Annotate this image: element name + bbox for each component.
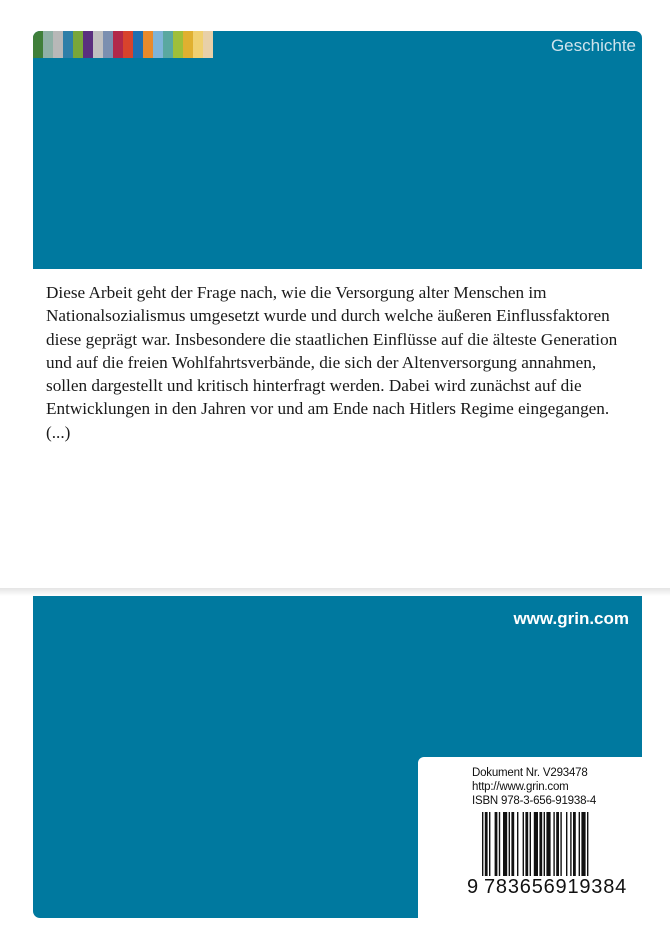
website-label: www.grin.com xyxy=(513,609,629,628)
barcode-bar xyxy=(570,812,571,878)
barcode-bar xyxy=(566,812,567,878)
barcode-bar xyxy=(509,812,510,878)
color-stripe xyxy=(173,31,183,58)
color-stripe xyxy=(143,31,153,58)
color-stripe xyxy=(83,31,93,58)
color-stripe xyxy=(93,31,103,58)
barcode-bar xyxy=(556,812,559,878)
color-stripe xyxy=(163,31,173,58)
color-stripe xyxy=(103,31,113,58)
description-text: Diese Arbeit geht der Frage nach, wie die Versorgung alter Menschen im Nationalsozialismus umgesetzt wurde und durch welche äußeren Einflussfaktoren diese geprägt war. Insbesondere die staatlichen Einflüsse auf die älteste Generation und auf die freien Wohlfahrtsverbände, die sich der Altenversorgung annahmen, sollen dargestellt und kritisch hinterfragt werden. Dabei wird zunächst auf die Entwicklungen in den Jahren vor und am Ende nach Hitlers Regime eingegangen. (...) xyxy=(46,283,618,442)
color-stripe xyxy=(53,31,63,58)
info-box xyxy=(418,757,642,918)
category-label: Geschichte xyxy=(550,36,636,55)
barcode-bar xyxy=(523,812,524,878)
color-stripe xyxy=(153,31,163,58)
color-stripe xyxy=(113,31,123,58)
barcode-bar xyxy=(544,812,545,878)
barcode-bar xyxy=(503,812,507,878)
cover-top-panel xyxy=(33,31,642,269)
color-stripe xyxy=(33,31,43,58)
barcode-bar xyxy=(560,812,561,878)
barcode-bar xyxy=(530,812,531,878)
barcode-bar xyxy=(495,812,498,878)
color-stripe xyxy=(123,31,133,58)
color-stripe xyxy=(193,31,203,58)
barcode-bar xyxy=(573,812,576,878)
color-stripe xyxy=(133,31,143,58)
color-stripes xyxy=(33,31,213,58)
barcode-lead-digit: 9 xyxy=(467,876,479,898)
barcode-bar xyxy=(511,812,514,878)
barcode-bar xyxy=(553,812,554,878)
barcode-bar xyxy=(517,812,518,878)
color-stripe xyxy=(183,31,193,58)
document-url: http://www.grin.com xyxy=(472,781,569,793)
color-stripe xyxy=(73,31,83,58)
document-info xyxy=(472,766,596,808)
divider xyxy=(0,588,670,596)
barcode-bar xyxy=(581,812,585,878)
barcode-bar xyxy=(579,812,580,878)
barcode-bar xyxy=(546,812,550,878)
color-stripe xyxy=(63,31,73,58)
barcode-digits: 783656919384 xyxy=(484,876,628,898)
barcode-bar xyxy=(489,812,490,878)
color-stripe xyxy=(43,31,53,58)
color-stripe xyxy=(203,31,213,58)
barcode-bar xyxy=(499,812,500,878)
document-number: Dokument Nr. V293478 xyxy=(472,767,588,779)
barcode-bar xyxy=(525,812,528,878)
isbn: ISBN 978-3-656-91938-4 xyxy=(472,795,597,807)
